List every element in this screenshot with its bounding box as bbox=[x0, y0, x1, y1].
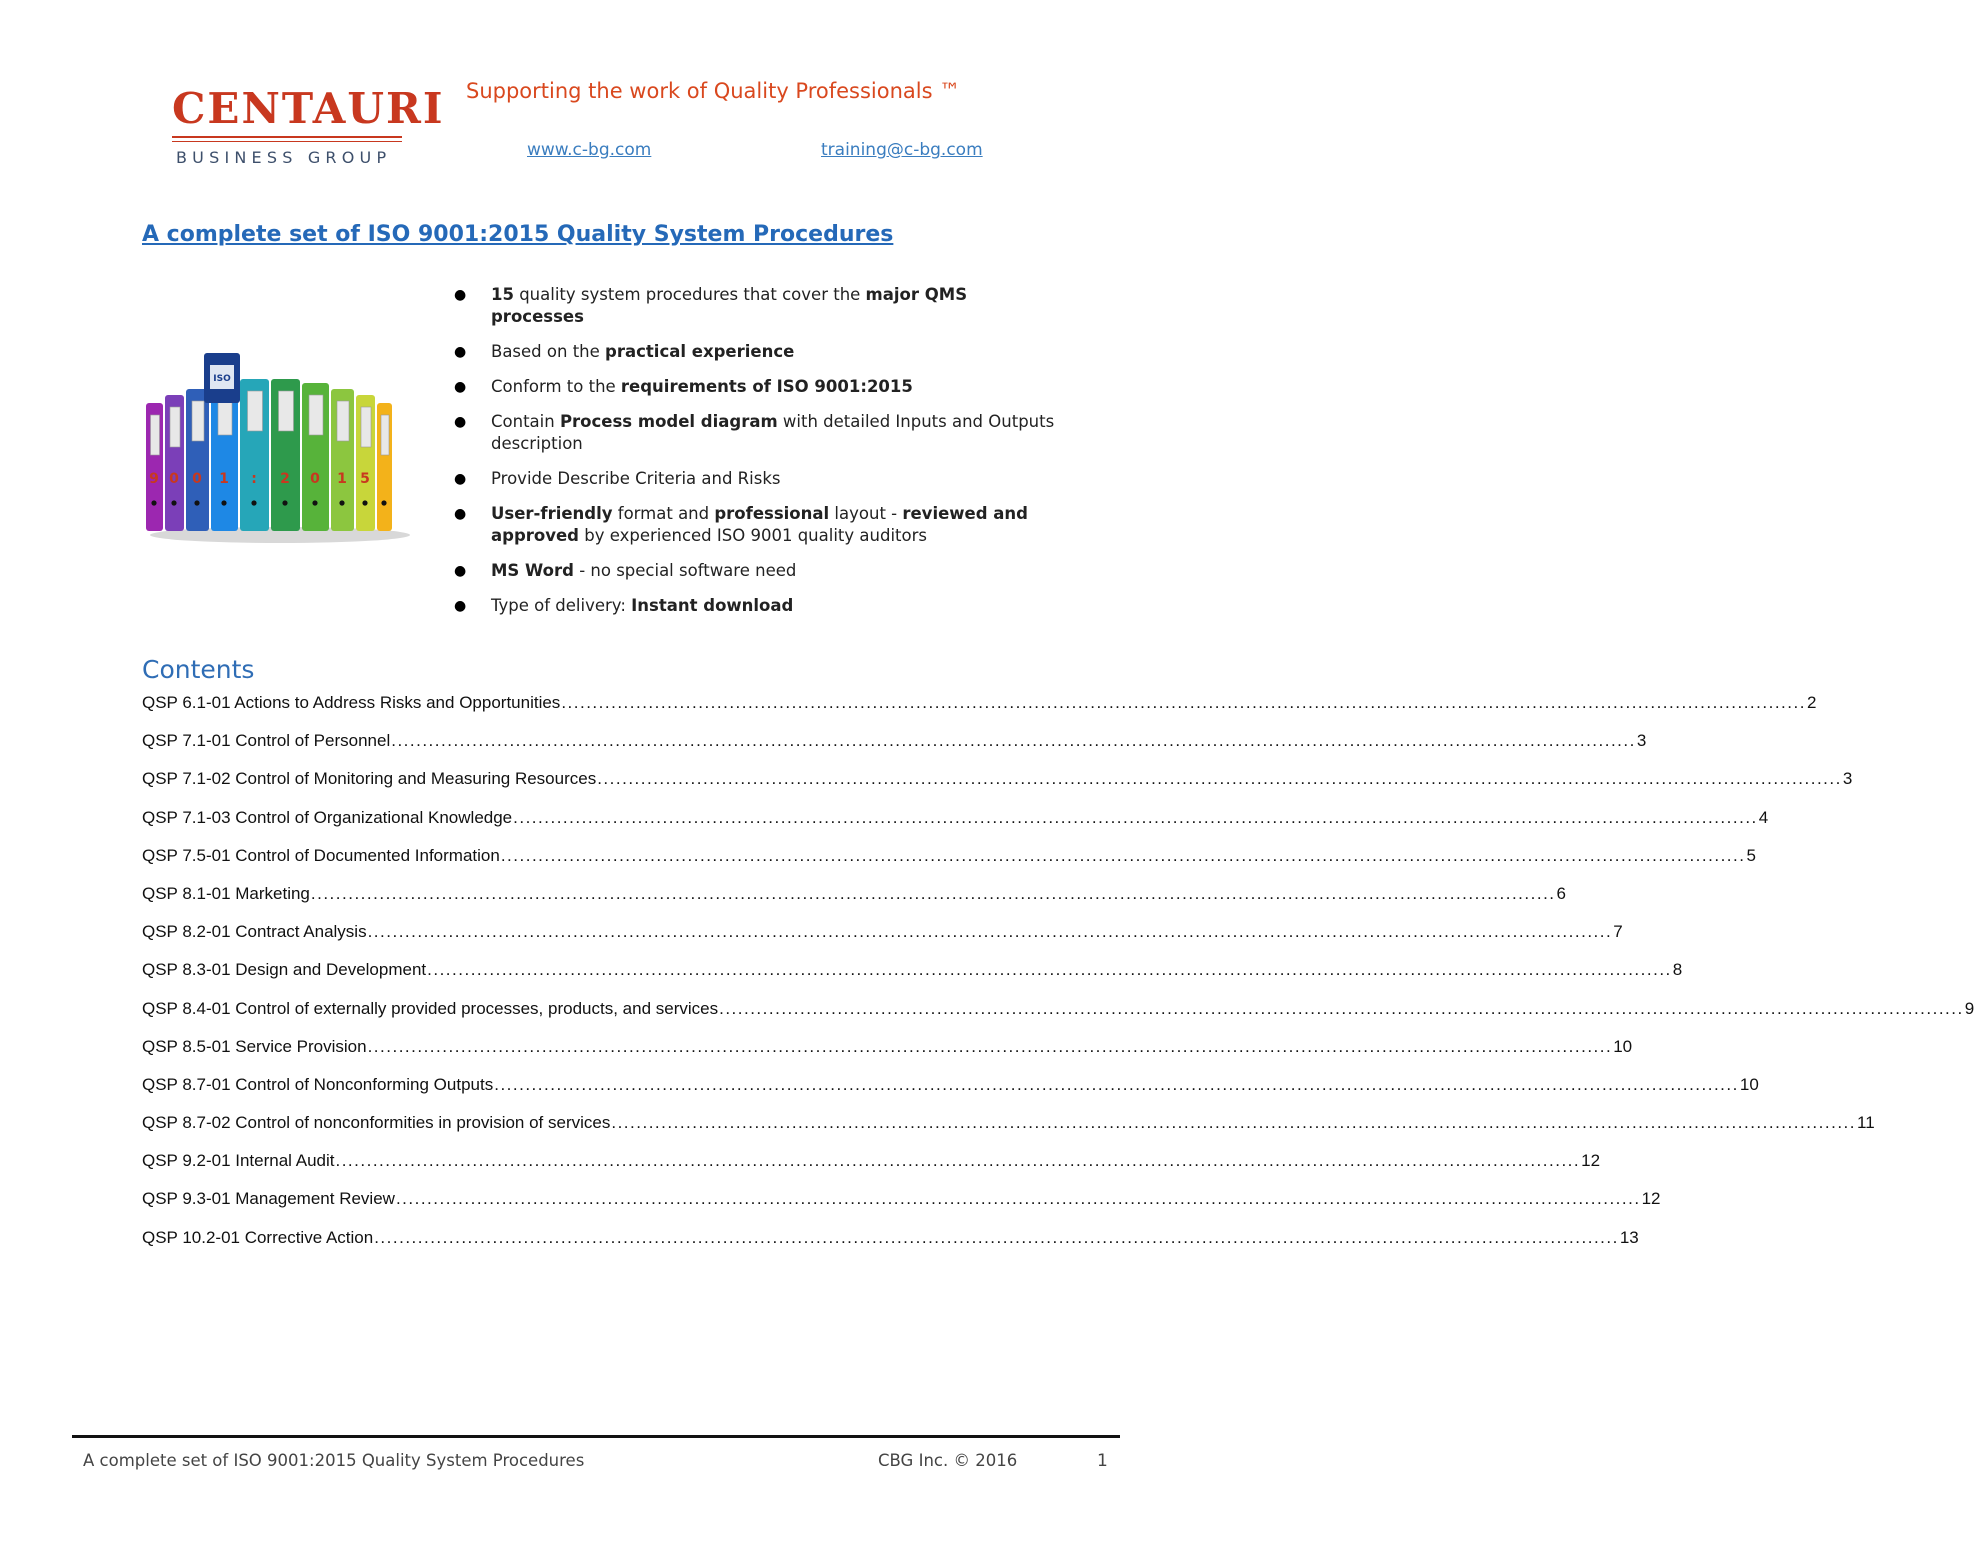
toc-leader: ........................................................................................................................................................................................................ bbox=[611, 1113, 1856, 1133]
toc-entry-title: QSP 7.1-03 Control of Organizational Knowledge bbox=[142, 807, 513, 827]
binder-digit: 0 bbox=[169, 471, 179, 487]
toc-entry-title: QSP 7.5-01 Control of Documented Information bbox=[142, 845, 500, 865]
binder-digit: 1 bbox=[337, 471, 347, 487]
toc-entry[interactable] bbox=[142, 998, 1974, 1037]
binder-ring-hole bbox=[282, 500, 287, 505]
feature-item bbox=[454, 560, 1064, 582]
toc-entry-page: 3 bbox=[1636, 731, 1647, 751]
toc-entry-title: QSP 8.7-02 Control of nonconformities in provision of services bbox=[142, 1113, 611, 1133]
toc-entry-title: QSP 10.2-01 Corrective Action bbox=[142, 1227, 374, 1247]
toc-leader: ........................................................................................................................................................................................................ bbox=[367, 1036, 1613, 1056]
toc-leader: ........................................................................................................................................................................................................ bbox=[500, 845, 1746, 865]
toc-entry-title: QSP 9.3-01 Management Review bbox=[142, 1189, 395, 1209]
feature-text: User-friendly bbox=[491, 504, 613, 523]
toc-entry-page: 6 bbox=[1556, 883, 1566, 903]
binder-digit: 1 bbox=[219, 471, 229, 487]
toc-leader: ........................................................................................................................................................................................................ bbox=[494, 1074, 1739, 1094]
feature-text: layout - bbox=[829, 504, 903, 523]
toc-entry-page: 2 bbox=[1806, 693, 1817, 712]
bullet-icon: ● bbox=[454, 287, 467, 303]
toc-entry[interactable] bbox=[142, 922, 1623, 960]
toc-leader: ........................................................................................................................................................................................................ bbox=[561, 693, 1806, 712]
toc-entry-title: QSP 8.1-01 Marketing bbox=[142, 883, 310, 903]
toc-entry-title: QSP 7.1-01 Control of Personnel bbox=[142, 731, 391, 751]
binder-ring-hole bbox=[194, 500, 199, 505]
binder-label bbox=[381, 415, 389, 455]
toc-entry[interactable] bbox=[142, 845, 1756, 884]
tagline: Supporting the work of Quality Professionals ™ bbox=[466, 79, 961, 103]
feature-text: MS Word bbox=[491, 561, 574, 580]
feature-item bbox=[454, 411, 1064, 455]
toc-entry-page: 8 bbox=[1672, 960, 1683, 980]
binder-label bbox=[170, 407, 180, 447]
toc-entry-page: 10 bbox=[1613, 1036, 1633, 1056]
footer-copyright: CBG Inc. © 2016 bbox=[878, 1451, 1018, 1470]
feature-item bbox=[454, 341, 1064, 363]
toc-leader: ........................................................................................................................................................................................................ bbox=[513, 807, 1758, 827]
toc-entry[interactable] bbox=[142, 883, 1566, 922]
toc-entry-page: 10 bbox=[1739, 1074, 1759, 1094]
toc-entry[interactable] bbox=[142, 1113, 1875, 1151]
toc-entry[interactable] bbox=[142, 807, 1769, 846]
bullet-icon: ● bbox=[454, 344, 467, 360]
feature-text: requirements of ISO 9001:2015 bbox=[620, 377, 913, 396]
bullet-icon: ● bbox=[454, 563, 467, 579]
email-link[interactable]: training@c-bg.com bbox=[821, 140, 983, 160]
feature-text: practical experience bbox=[605, 342, 795, 361]
toc-leader: ........................................................................................................................................................................................................ bbox=[719, 998, 1964, 1018]
binder-ring-hole bbox=[312, 500, 317, 505]
toc-entry-page: 5 bbox=[1746, 845, 1756, 865]
feature-text: Conform to the bbox=[491, 377, 621, 396]
binder-ring-hole bbox=[362, 500, 367, 505]
iso-badge: ISO bbox=[213, 374, 231, 384]
feature-text: 15 bbox=[491, 285, 514, 304]
binder-label bbox=[361, 407, 371, 447]
feature-item bbox=[454, 503, 1064, 547]
binder-ring-hole bbox=[171, 500, 176, 505]
feature-text: professional bbox=[714, 504, 830, 523]
bullet-icon: ● bbox=[454, 598, 467, 614]
feature-item bbox=[454, 468, 1064, 490]
toc-leader: ........................................................................................................................................................................................................ bbox=[367, 922, 1613, 942]
website-link[interactable]: www.c-bg.com bbox=[527, 140, 652, 160]
toc-entry[interactable] bbox=[142, 1189, 1661, 1227]
feature-text: by experienced ISO 9001 quality auditors bbox=[579, 526, 927, 545]
feature-text: Contain bbox=[491, 412, 560, 431]
toc-entry[interactable] bbox=[142, 731, 1647, 769]
binder-ring-hole bbox=[251, 500, 256, 505]
logo-rule bbox=[172, 141, 402, 142]
toc-entry[interactable] bbox=[142, 1036, 1633, 1075]
toc-leader: ........................................................................................................................................................................................................ bbox=[597, 769, 1842, 789]
toc-entry-page: 9 bbox=[1964, 998, 1974, 1018]
binders-image bbox=[142, 345, 418, 545]
feature-text: Instant download bbox=[631, 596, 794, 615]
binder-digit: 2 bbox=[280, 471, 290, 487]
toc-entry[interactable] bbox=[142, 693, 1817, 731]
binder-ring-hole bbox=[151, 500, 156, 505]
bullet-icon: ● bbox=[454, 379, 467, 395]
toc-entry-title: QSP 8.2-01 Contract Analysis bbox=[142, 922, 367, 942]
toc-leader: ........................................................................................................................................................................................................ bbox=[310, 883, 1556, 903]
toc-entry-title: QSP 7.1-02 Control of Monitoring and Measuring Resources bbox=[142, 769, 597, 789]
feature-item bbox=[454, 284, 1064, 328]
toc-entry-title: QSP 8.5-01 Service Provision bbox=[142, 1036, 367, 1056]
bullet-icon: ● bbox=[454, 414, 467, 430]
feature-item bbox=[454, 376, 1064, 398]
feature-text: Process model diagram bbox=[559, 412, 778, 431]
bullet-icon: ● bbox=[454, 506, 467, 522]
toc-leader: ........................................................................................................................................................................................................ bbox=[335, 1151, 1581, 1171]
toc-entry-title: QSP 8.4-01 Control of externally provided processes, products, and services bbox=[142, 998, 719, 1018]
toc-entry-title: QSP 8.7-01 Control of Nonconforming Outputs bbox=[142, 1074, 494, 1094]
toc-entry-page: 4 bbox=[1758, 807, 1769, 827]
table-of-contents bbox=[142, 693, 1974, 1266]
binder-ring-hole bbox=[381, 500, 386, 505]
binder-digit: : bbox=[251, 471, 257, 487]
feature-list bbox=[454, 284, 1064, 630]
feature-text: with detailed Inputs and Outputs description bbox=[491, 412, 1055, 453]
toc-entry-title: QSP 8.3-01 Design and Development bbox=[142, 960, 427, 980]
toc-entry-page: 12 bbox=[1581, 1151, 1601, 1171]
feature-text: Based on the bbox=[491, 342, 606, 361]
binder-digit: 0 bbox=[192, 471, 202, 487]
footer-page-number: 1 bbox=[1097, 1451, 1108, 1471]
binder-label bbox=[248, 391, 263, 431]
toc-leader: ........................................................................................................................................................................................................ bbox=[427, 960, 1672, 980]
feature-text: reviewed and approved bbox=[491, 504, 1028, 545]
toc-entry-page: 3 bbox=[1842, 769, 1853, 789]
binder-ring-hole bbox=[221, 500, 226, 505]
toc-leader: ........................................................................................................................................................................................................ bbox=[391, 731, 1636, 751]
feature-text: Provide Describe Criteria and Risks bbox=[491, 469, 781, 488]
binder-label bbox=[151, 415, 160, 455]
feature-text: Type of delivery: bbox=[491, 596, 632, 615]
toc-entry[interactable] bbox=[142, 1227, 1639, 1266]
feature-text: format and bbox=[612, 504, 715, 523]
toc-entry-page: 13 bbox=[1619, 1227, 1639, 1247]
toc-entry-title: QSP 6.1-01 Actions to Address Risks and Opportunities bbox=[142, 693, 561, 712]
binder-label bbox=[192, 401, 204, 441]
toc-entry-page: 7 bbox=[1613, 922, 1623, 942]
toc-leader: ........................................................................................................................................................................................................ bbox=[395, 1189, 1641, 1209]
feature-text: - no special software need bbox=[573, 561, 797, 580]
binder-label bbox=[309, 395, 323, 435]
feature-text: quality system procedures that cover the bbox=[513, 285, 866, 304]
footer-title: A complete set of ISO 9001:2015 Quality System Procedures bbox=[83, 1451, 585, 1470]
toc-leader: ........................................................................................................................................................................................................ bbox=[374, 1227, 1619, 1247]
binder-digit: 0 bbox=[310, 471, 320, 487]
logo-rule bbox=[172, 136, 402, 138]
bullet-icon: ● bbox=[454, 471, 467, 487]
toc-entry[interactable] bbox=[142, 1074, 1759, 1113]
document-title: A complete set of ISO 9001:2015 Quality System Procedures bbox=[142, 222, 894, 247]
contents-heading: Contents bbox=[142, 655, 255, 684]
binder-label bbox=[337, 401, 349, 441]
toc-entry[interactable] bbox=[142, 769, 1853, 807]
logo-subtitle: BUSINESS GROUP bbox=[176, 148, 392, 167]
feature-item bbox=[454, 595, 1064, 617]
binder-digit: 9 bbox=[149, 471, 159, 487]
toc-entry-page: 11 bbox=[1857, 1113, 1875, 1133]
toc-entry[interactable] bbox=[142, 960, 1683, 998]
feature-text: major QMS processes bbox=[491, 285, 968, 326]
binder-label bbox=[279, 391, 294, 431]
toc-entry[interactable] bbox=[142, 1151, 1601, 1189]
binder-ring-hole bbox=[339, 500, 344, 505]
toc-entry-title: QSP 9.2-01 Internal Audit bbox=[142, 1151, 335, 1171]
logo-wordmark: CENTAURI bbox=[172, 84, 445, 133]
footer-divider bbox=[72, 1435, 1120, 1438]
toc-entry-page: 12 bbox=[1641, 1189, 1661, 1209]
binder-digit: 5 bbox=[360, 471, 370, 487]
